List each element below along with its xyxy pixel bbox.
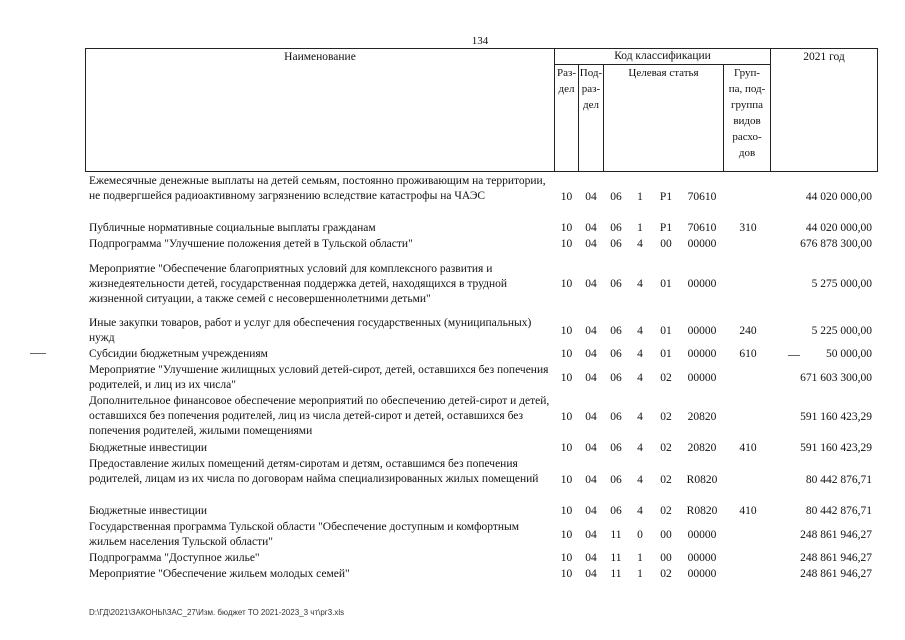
page-number: 134: [471, 35, 489, 47]
row-podrazdel: 04: [585, 505, 597, 517]
row-razdel: 10: [560, 325, 573, 337]
row-subprogram: 4: [637, 505, 643, 517]
header-group-line: па, под-: [728, 83, 766, 95]
row-direction: 00000: [687, 238, 717, 250]
row-direction: 00000: [687, 552, 717, 564]
row-main-event: 02: [660, 411, 672, 423]
row-main-event: 02: [660, 442, 672, 454]
row-amount: 80 442 876,71: [805, 505, 872, 517]
row-subprogram: 1: [637, 568, 643, 580]
row-direction: 00000: [687, 278, 717, 290]
row-podrazdel: 04: [585, 442, 597, 454]
row-name: Государственная программа Тульской области "Обеспечение доступным и комфортным жильем населения Тульской области": [89, 521, 520, 548]
row-name: Мероприятие "Улучшение жилищных условий детей-сирот, детей, оставшихся без попечения родителей, и лиц из их числа": [89, 364, 549, 391]
row-name: Подпрограмма "Доступное жилье": [89, 552, 260, 564]
header-year: 2021 год: [770, 48, 878, 172]
row-main-event: 02: [660, 372, 672, 384]
row-podrazdel: 04: [585, 372, 597, 384]
row-amount: 248 861 946,27: [800, 552, 872, 564]
row-expense-group: 410: [739, 442, 757, 454]
row-main-event: 01: [660, 278, 672, 290]
row-main-event: 02: [660, 568, 672, 580]
table-row: [0, 363, 905, 393]
header-code-classification: Код классификации: [554, 48, 771, 65]
row-program: 06: [610, 222, 622, 234]
header-group-line: дов: [738, 147, 756, 159]
row-name: Публичные нормативные социальные выплаты гражданам: [89, 222, 376, 234]
header-group-line: группа: [730, 99, 764, 111]
table-row: [0, 347, 905, 362]
row-direction: 00000: [687, 348, 717, 360]
table-row: [0, 237, 905, 252]
header-razdel-line: Раз-: [556, 67, 576, 79]
header-group-line: Груп-: [733, 67, 761, 79]
row-name: Мероприятие "Обеспечение благоприятных условий для комплексного развития и жизнедеятельности детей, государственная поддержка детей, находящихся в трудной жизненной ситуации, а также семей с несовершеннолетними детьми": [89, 263, 508, 305]
header-group-line: видов: [733, 115, 761, 127]
table-row: [0, 262, 905, 308]
row-amount: 676 878 300,00: [800, 238, 872, 250]
table-row: [0, 504, 905, 519]
row-direction: 70610: [687, 191, 717, 203]
row-program: 06: [610, 348, 622, 360]
row-subprogram: 4: [637, 411, 643, 423]
row-main-event: 01: [660, 348, 672, 360]
row-subprogram: 4: [637, 442, 643, 454]
row-main-event: 00: [660, 529, 672, 541]
row-direction: R0820: [686, 505, 718, 517]
row-razdel: 10: [560, 238, 573, 250]
header-podrazdel-line: Под-: [579, 67, 603, 79]
row-direction: 70610: [687, 222, 717, 234]
row-amount: 44 020 000,00: [805, 222, 872, 234]
row-direction: 00000: [687, 325, 717, 337]
scan-artifact: [788, 355, 800, 356]
row-expense-group: 240: [739, 325, 757, 337]
row-main-event: 00: [660, 238, 672, 250]
row-direction: 00000: [687, 568, 717, 580]
row-main-event: 01: [660, 325, 672, 337]
row-program: 06: [610, 505, 622, 517]
row-subprogram: 4: [637, 325, 643, 337]
header-podrazdel-line: раз-: [581, 83, 601, 95]
header-razdel: [554, 64, 579, 172]
row-name: Бюджетные инвестиции: [89, 442, 208, 454]
row-direction: 20820: [687, 411, 717, 423]
header-podrazdel-line: дел: [583, 99, 599, 111]
header-name: Наименование: [85, 48, 555, 172]
row-name: Субсидии бюджетным учреждениям: [89, 348, 268, 360]
row-name: Дополнительное финансовое обеспечение мероприятий по обеспечению детей-сирот и детей, оставшихся без попечения родителей, лиц из числа детей-сирот и детей, оставшихся без попечения родителей, жилыми помещениями: [89, 395, 550, 437]
row-program: 06: [610, 474, 622, 486]
header-expense-group: [723, 64, 771, 172]
row-expense-group: 410: [739, 505, 757, 517]
row-subprogram: 4: [637, 372, 643, 384]
row-subprogram: 4: [637, 278, 643, 290]
table-row: [0, 441, 905, 456]
row-podrazdel: 04: [585, 411, 597, 423]
row-subprogram: 4: [637, 474, 643, 486]
table-row: [0, 567, 905, 582]
table-row: [0, 457, 905, 503]
row-main-event: 00: [660, 552, 672, 564]
row-razdel: 10: [560, 568, 573, 580]
row-podrazdel: 04: [585, 474, 597, 486]
row-razdel: 10: [560, 529, 573, 541]
row-subprogram: 4: [637, 348, 643, 360]
row-podrazdel: 04: [585, 222, 597, 234]
row-podrazdel: 04: [585, 529, 597, 541]
row-program: 06: [610, 278, 622, 290]
row-amount: 50 000,00: [826, 348, 872, 360]
header-razdel-line: дел: [558, 83, 575, 95]
header-podrazdel: [578, 64, 604, 172]
row-expense-group: 610: [739, 348, 757, 360]
row-subprogram: 1: [637, 222, 643, 234]
row-main-event: 02: [660, 505, 672, 517]
row-program: 11: [610, 568, 622, 580]
row-razdel: 10: [560, 474, 573, 486]
row-podrazdel: 04: [585, 278, 597, 290]
table-row: [0, 520, 905, 550]
table-row: [0, 174, 905, 220]
row-name: Бюджетные инвестиции: [89, 505, 208, 517]
row-razdel: 10: [560, 348, 573, 360]
row-razdel: 10: [560, 442, 573, 454]
row-name: Подпрограмма "Улучшение положения детей в Тульской области": [89, 238, 413, 250]
row-amount: 80 442 876,71: [805, 474, 872, 486]
row-razdel: 10: [560, 372, 573, 384]
table-row: [0, 394, 905, 440]
row-podrazdel: 04: [585, 552, 597, 564]
row-program: 06: [610, 372, 622, 384]
row-direction: 00000: [687, 372, 717, 384]
row-name: Ежемесячные денежные выплаты на детей семьям, постоянно проживающим на территории, не подвергшейся радиоактивному загрязнению вследствие катастрофы на ЧАЭС: [89, 175, 546, 202]
scan-artifact: [30, 353, 46, 354]
header-target-label: Целевая статья: [628, 67, 699, 79]
row-razdel: 10: [560, 191, 573, 203]
header-target-article: [603, 64, 724, 172]
row-razdel: 10: [560, 278, 573, 290]
row-main-event: 02: [660, 474, 672, 486]
row-podrazdel: 04: [585, 348, 597, 360]
row-razdel: 10: [560, 505, 573, 517]
row-name: Предоставление жилых помещений детям-сиротам и детям, оставшимся без попечения родителей, лицам из их числа по договорам найма специализированных жилых помещений: [89, 458, 539, 485]
header-group-line: расхо-: [732, 131, 762, 143]
row-program: 06: [610, 191, 622, 203]
table-row: [0, 551, 905, 566]
row-direction: 20820: [687, 442, 717, 454]
row-expense-group: 310: [739, 222, 757, 234]
row-podrazdel: 04: [585, 568, 597, 580]
file-path-footer: D:\ГД\2021\ЗАКОНЫ\ЗАС_27\Изм. бюджет ТО 2021-2023_3 чт\рг3.xls: [89, 608, 345, 617]
row-podrazdel: 04: [585, 325, 597, 337]
row-main-event: P1: [659, 222, 673, 234]
row-main-event: P1: [659, 191, 673, 203]
row-amount: 671 603 300,00: [800, 372, 872, 384]
row-amount: 44 020 000,00: [805, 191, 872, 203]
row-subprogram: 4: [637, 238, 643, 250]
table-row: [0, 316, 905, 346]
row-razdel: 10: [560, 411, 573, 423]
row-razdel: 10: [560, 222, 573, 234]
row-direction: 00000: [687, 529, 717, 541]
row-direction: R0820: [686, 474, 718, 486]
row-program: 06: [610, 325, 622, 337]
row-name: Мероприятие "Обеспечение жильем молодых семей": [89, 568, 350, 580]
row-name: Иные закупки товаров, работ и услуг для обеспечения государственных (муниципальных) нужд: [89, 317, 532, 344]
row-program: 06: [610, 442, 622, 454]
row-amount: 5 225 000,00: [811, 325, 872, 337]
table-row: [0, 221, 905, 236]
row-program: 06: [610, 411, 622, 423]
row-amount: 248 861 946,27: [800, 529, 872, 541]
row-program: 11: [610, 529, 622, 541]
row-program: 11: [610, 552, 622, 564]
row-amount: 591 160 423,29: [800, 411, 872, 423]
row-amount: 248 861 946,27: [800, 568, 872, 580]
row-razdel: 10: [560, 552, 573, 564]
row-program: 06: [610, 238, 622, 250]
row-podrazdel: 04: [585, 191, 597, 203]
row-subprogram: 1: [637, 552, 643, 564]
row-amount: 5 275 000,00: [811, 278, 872, 290]
row-subprogram: 0: [637, 529, 643, 541]
row-podrazdel: 04: [585, 238, 597, 250]
row-subprogram: 1: [637, 191, 643, 203]
row-amount: 591 160 423,29: [800, 442, 872, 454]
